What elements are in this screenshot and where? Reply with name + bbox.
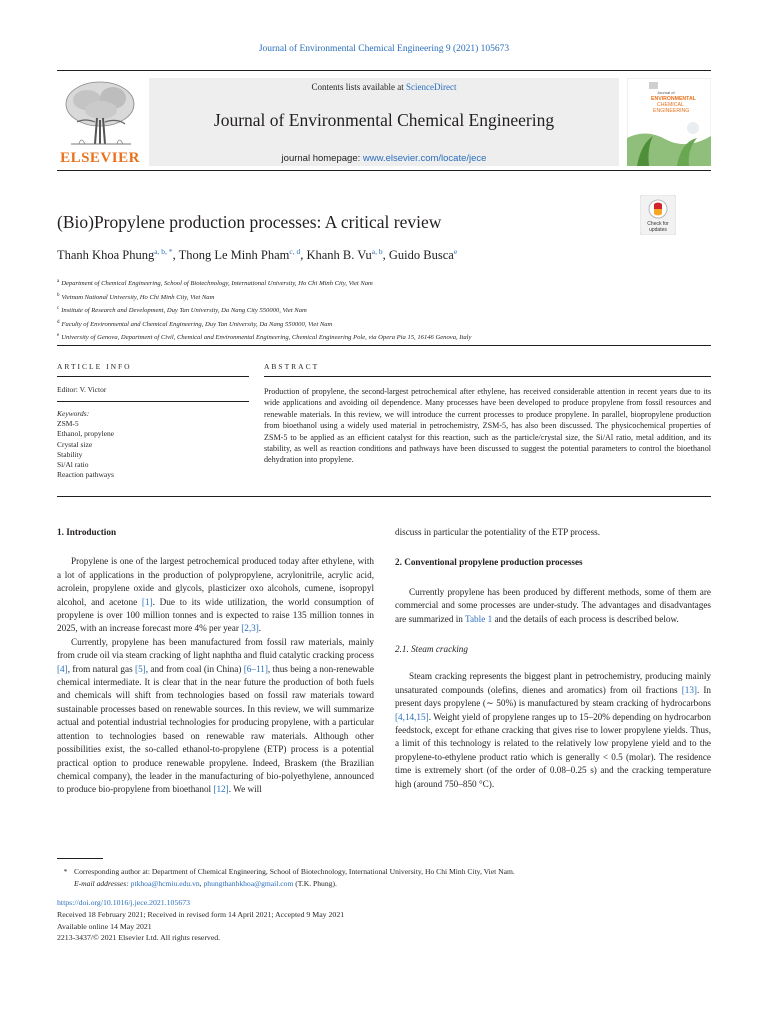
cover-line-2: ENVIRONMENTAL [651, 96, 696, 102]
running-head[interactable]: Journal of Environmental Chemical Engineering 9 (2021) 105673 [258, 44, 510, 54]
affiliation-text: University of Genova, Department of Civil, Chemical and Environmental Engineering, Chemical Engineering Pole, via Opera Pia 15, 16146 Genova, Italy [61, 334, 472, 342]
body-text: . We will [228, 784, 262, 795]
email-link-1[interactable]: ptkhoa@hcmiu.edu.vn [130, 879, 200, 888]
affiliation [57, 317, 711, 331]
footnote-marker: * [63, 867, 68, 876]
cover-line-3: CHEMICAL [657, 102, 684, 108]
homepage-prefix: journal homepage: [281, 153, 363, 164]
editor-rule [57, 401, 249, 402]
elsevier-tree-logo[interactable] [57, 78, 143, 166]
masthead-rule [57, 170, 711, 171]
body-text: , thus being a non-renewable chemical intermediate. It is clear that in the near future the production of both fuels and chemicals will shift from technologies based on fossil raw materials toward sustainable processes based on renewable sources. In this review, we will summarize actual and potential industrial technologies for producing propylene, with a particular attention to technologies based on renewable raw materials. Although other possibilities exist, the so-called ethanol-to-propylene (ETP) process is a potential practical option to produce renewable propylene. Indeed, Braskem (the Brazilian chemical company), the leader in the manufacturing of bio-polyethylene, announced to produce bio-propylene from bioethanol [57, 663, 374, 795]
body-text: . Weight yield of propylene ranges up to 15–20% depending on hydrocarbon feedstock, except for ethane cracking that gives rise to lower propylene yields. Thus, a limit of this technology is related to the relatively low propylene yield and to the propylene-to-ethylene product ratio which is generally < 0.5 (molar). The residence time is extremely short (of the order of 0.08–0.25 s) and the cracking temperature high (around 750–850 °C). [395, 711, 711, 789]
citation-link[interactable]: Table 1 [465, 613, 493, 624]
keyword: Stability [57, 449, 83, 459]
body-text: , and from coal (in China) [145, 663, 244, 674]
author-name: Thanh Khoa Phung [57, 248, 155, 262]
body-text: Currently propylene has been produced by different methods, some of them are commercial and some processes are under-study. The advantages and disadvantages are summarized in [395, 586, 711, 624]
affiliation [57, 276, 711, 290]
section-2-paragraph [395, 586, 711, 626]
journal-cover-thumbnail[interactable] [627, 78, 711, 166]
affiliation [57, 290, 711, 304]
journal-masthead [57, 78, 711, 166]
crossmark-icon [640, 195, 676, 235]
journal-cover-image [627, 78, 711, 166]
affiliation-list [57, 276, 711, 344]
right-column [395, 526, 711, 791]
journal-name: Journal of Environmental Chemical Engineering [213, 110, 555, 130]
section-2-1-heading: 2.1. Steam cracking [395, 644, 468, 655]
body-text: and the details of each process is described below. [492, 613, 679, 624]
intro-continuation: discuss in particular the potentiality of the ETP process. [395, 527, 601, 537]
journal-homepage-link[interactable]: www.elsevier.com/locate/jece [362, 153, 487, 164]
citation-link[interactable]: [1] [141, 596, 153, 607]
body-text: Propylene is one of the largest petrochemical produced today after ethylene, with a lot of applications in the production of polypropylene, acrylonitrile, acrylic acid, acrolein, propylene oxide and glycols, plasticizer oxo alcohols, cumene, isopropyl alcohol, and acetone [57, 556, 374, 607]
affiliation-text: Department of Chemical Engineering, School of Biotechnology, International University, Ho Chi Minh City, Viet Nam [61, 280, 373, 287]
corresponding-author-text: Corresponding author at: Department of Chemical Engineering, School of Biotechnology, International University, Ho Chi Minh City, Viet Nam. [74, 867, 515, 876]
received-dates: Received 18 February 2021; Received in revised form 14 April 2021; Accepted 9 May 2021 [57, 909, 345, 919]
affiliation-text: Vietnam National University, Ho Chi Minh City, Viet Nam [61, 293, 215, 301]
author-affil-ref[interactable]: e [453, 247, 458, 256]
citation-link[interactable]: [5] [135, 663, 146, 674]
citation-link[interactable]: [6–11] [243, 663, 268, 674]
contents-prefix: Contents lists available at [311, 82, 406, 92]
sciencedirect-link[interactable]: ScienceDirect [406, 82, 457, 92]
keyword: Reaction pathways [57, 470, 114, 480]
author-affil-ref[interactable]: a, b [371, 247, 383, 256]
article-title: (Bio)Propylene production processes: A critical review [57, 212, 442, 232]
citation-link[interactable]: [4,14,15] [395, 711, 429, 722]
crossmark-line-1: Check for [647, 221, 669, 227]
email-line: E-mail addresses: ptkhoa@hcmiu.edu.vn, phungthanhkhoa@gmail.com (T.K. Phung). [74, 879, 337, 888]
author[interactable] [306, 248, 388, 262]
affiliation [57, 303, 711, 317]
abstract-rule [264, 376, 711, 377]
body-text: . [258, 623, 262, 634]
affiliation-marker: b [57, 292, 60, 298]
crossmark-line-2: updates [649, 227, 667, 233]
keywords-heading: Keywords: [57, 409, 90, 418]
citation-link[interactable]: [13] [681, 684, 697, 695]
keyword: Ethanol, propylene [57, 429, 115, 439]
citation-link[interactable]: [4] [57, 663, 68, 674]
author-name: Guido Busca [388, 248, 454, 262]
author-name: Khanh B. Vu [306, 248, 372, 262]
cover-line-1: Journal of [657, 90, 675, 95]
homepage-line [149, 153, 619, 164]
article-info-heading: ARTICLE INFO [57, 362, 132, 371]
abstract-text: Production of propylene, the second-largest petrochemical after ethylene, has received considerable attention in recent years due to its wide applications and avoiding oil dependence. Many processes have been developed to produce propylene from fossil resources and renewable materials. In this review, we will introduce the current processes to produce propylene. In parallel, biopropylene production from bioethanol using a widely used material in petrochemistry, ZSM-5, has also been discussed. The physicochemical properties of ZSM-5 to be applied as an efficient catalyst for this reaction, such as the particle/crystal size, the Si/Al ratio, metal addition, and its stability, as well as reaction conditions and pathways have been discussed to suggest the potential parameters to control the bioethanol dehydration into propylene. [264, 387, 711, 465]
article-info-rule [57, 376, 249, 377]
email-link-2[interactable]: phungthanhkhoa@gmail.com [203, 879, 294, 888]
body-text: . Due to its wide utilization, the world consumption of propylene is over 100 million tonnes and is expected to raise 135 million tonnes in 2025, with an increase forecast more 4% per year [57, 596, 374, 634]
journal-banner [149, 78, 619, 166]
editor-line: Editor: V. Victor [57, 385, 107, 394]
citation-link[interactable]: [12] [213, 784, 229, 795]
keyword: Si/Al ratio [57, 460, 89, 470]
affiliation [57, 330, 711, 344]
section-2-heading: 2. Conventional propylene production processes [395, 557, 583, 568]
body-text: . In present days propylene (∼ 50%) is manufactured by steam cracking of hydrocarbons [395, 684, 711, 709]
author-affil-ref[interactable]: c, d [289, 247, 301, 256]
corresponding-author-line [57, 866, 711, 878]
tree-icon [57, 78, 143, 150]
check-for-updates-badge[interactable] [640, 195, 676, 235]
author-separator: , [300, 248, 307, 262]
email-suffix: (T.K. Phung). [293, 879, 337, 888]
available-online: Available online 14 May 2021 [57, 921, 152, 931]
affiliation-marker: a [57, 279, 60, 284]
keyword-list [57, 419, 114, 481]
author-separator: , [382, 248, 389, 262]
corresponding-author-footnote [57, 866, 711, 890]
body-text: Currently, propylene has been manufactured from fossil raw materials, mainly from crude oil via steam cracking of light naphtha and fluid catalytic cracking process [57, 636, 374, 661]
affiliation-marker: c [57, 306, 60, 312]
author[interactable] [389, 248, 457, 262]
affiliation-rule [57, 345, 711, 346]
affiliation-text: Faculty of Environmental and Chemical Engineering, Duy Tan University, Da Nang 550000, Viet Nam [61, 320, 333, 328]
left-column [57, 526, 374, 797]
body-text: , from natural gas [67, 663, 136, 674]
abstract-heading: ABSTRACT [264, 362, 320, 371]
abstract-end-rule [57, 496, 711, 497]
author[interactable] [179, 248, 307, 262]
copyright-line: 2213-3437/© 2021 Elsevier Ltd. All rights reserved. [57, 933, 221, 943]
elsevier-wordmark: ELSEVIER [60, 150, 140, 166]
author[interactable] [57, 248, 179, 262]
intro-paragraph-1 [57, 555, 374, 635]
body-text: Steam cracking represents the biggest plant in petrochemistry, producing mainly unsaturated compounds (olefins, dienes and aromatics) from oil fractions [395, 671, 711, 695]
keyword: ZSM-5 [57, 419, 79, 428]
publication-info [57, 897, 344, 944]
footnote-rule [57, 858, 103, 859]
citation-link[interactable]: [2,3] [241, 623, 259, 634]
intro-paragraph-2 [57, 636, 374, 797]
section-1-heading: 1. Introduction [57, 527, 117, 537]
section-2-1-paragraph [395, 670, 711, 791]
top-rule [57, 70, 711, 71]
affiliation-marker: e [57, 333, 60, 339]
affiliation-text: Institute of Research and Development, Duy Tan University, Da Nang City 550000, Viet Nam [61, 307, 307, 315]
email-label: E-mail addresses: [74, 879, 129, 888]
doi-link[interactable]: https://doi.org/10.1016/j.jece.2021.105673 [57, 898, 191, 907]
cover-line-4: ENGINEERING [653, 108, 690, 114]
author-list [57, 247, 457, 263]
affiliation-marker: d [57, 319, 60, 325]
author-separator: , [172, 248, 179, 262]
author-affil-ref[interactable]: a, b, * [154, 247, 173, 256]
author-name: Thong Le Minh Pham [178, 248, 290, 262]
keyword: Crystal size [57, 439, 93, 449]
contents-line [149, 82, 619, 92]
